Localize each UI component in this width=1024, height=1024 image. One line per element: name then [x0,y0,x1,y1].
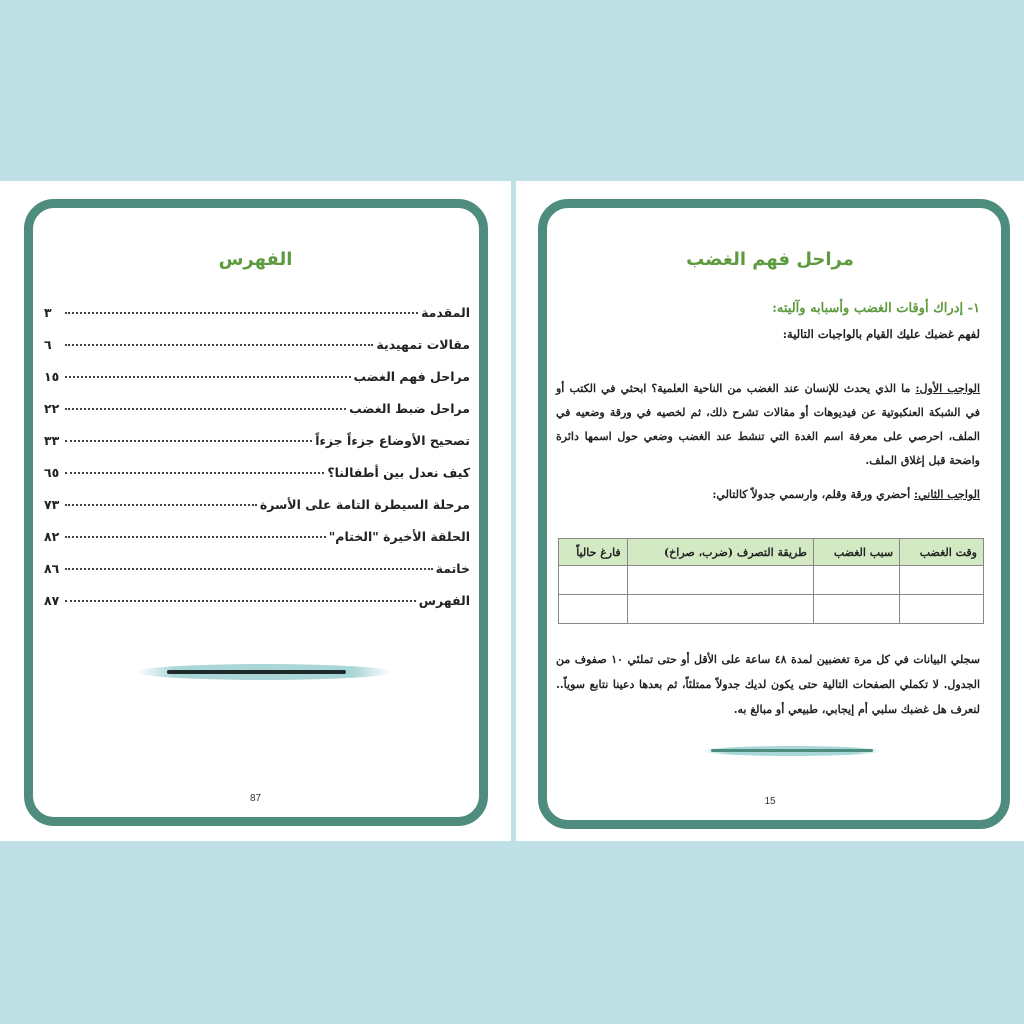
toc-row [44,593,470,625]
left-page [0,181,511,841]
toc-entry-page: ٣ [44,305,52,320]
table-cell [813,595,899,624]
toc-leader [65,408,346,410]
toc-leader [65,568,433,570]
toc-leader [65,536,326,538]
toc-entry-page: ٦ [44,337,52,352]
toc-row [44,305,470,337]
toc-entry-page: ٦٥ [44,465,60,480]
task-one [556,377,980,473]
instructions-note: سجلي البيانات في كل مرة تغضبين لمدة ٤٨ ساعة على الأقل أو حتى تملئي ١٠ صفوف من الجدول. لا تكملي الصفحات التالية حتى يكون لديك جدولاً ممتلئاً، ثم بعدها دعينا نتابع سوياً.. لنعرف هل غضبك سلبي أم إيجابي، طبيعي أو مبالغ به. [556,653,980,716]
task-text: أحضري ورقة وقلم، وارسمي جدولاً كالتالي: [712,488,915,501]
toc-entry-title: تصحيح الأوضاع جزءاً جزءاً [315,433,470,448]
toc-entry-title: كيف نعدل بين أطفالنا؟ [327,465,470,480]
page-title: الفهرس [218,249,293,270]
page-number: 87 [249,793,262,804]
table-cell [627,566,813,595]
toc-row [44,529,470,561]
page-frame [538,199,1010,829]
column-header: فارغ حالياً [559,539,628,566]
toc-entry-page: ٢٢ [44,401,60,416]
toc-entry-title: مراحل فهم الغضب [353,369,470,384]
intro-text: لفهم غضبك عليك القيام بالواجبات التالية: [782,327,980,341]
toc-leader [65,440,312,442]
table-cell [627,595,813,624]
toc-leader [65,504,257,506]
task-two [556,483,980,507]
toc-entry-title: المقدمة [421,305,470,320]
toc-entry-title: مراحل ضبط الغضب [349,401,470,416]
toc-leader [65,472,324,474]
table-cell [559,595,628,624]
toc-row [44,465,470,497]
column-header: وقت الغضب [900,539,984,566]
task-label: الواجب الأول: [915,382,981,395]
section-heading: ١- إدراك أوقات الغضب وأسبابه وآليته: [772,301,980,316]
task-label: الواجب الثاني: [914,488,980,501]
column-header: طريقة التصرف (ضرب، صراخ) [627,539,813,566]
table-cell [813,566,899,595]
toc-entry-title: مرحلة السيطرة التامة على الأسرة [259,497,470,512]
toc-entry-title: مقالات تمهيدية [376,337,470,352]
toc-entry-page: ٨٢ [44,529,60,544]
toc-entry-title: خاتمة [435,561,470,576]
toc-leader [65,600,416,602]
toc-entry-page: ٧٣ [44,497,60,512]
toc-leader [65,344,373,346]
toc-row [44,433,470,465]
page-title: مراحل فهم الغضب [686,249,854,270]
column-header: سبب الغضب [813,539,899,566]
page-number: 15 [764,796,776,807]
toc-row [44,561,470,593]
toc-entry-title: الحلقة الأخيرة "الختام" [328,529,470,544]
toc-row [44,337,470,369]
table-row [559,566,984,595]
right-page [516,181,1024,841]
toc-entry-page: ١٥ [44,369,60,384]
toc-entry-page: ٣٣ [44,433,60,448]
toc-entry-title: الفهرس [418,593,470,608]
toc-row [44,369,470,401]
toc-entry-page: ٨٦ [44,561,60,576]
toc-leader [65,312,418,314]
toc-entry-page: ٨٧ [44,593,60,608]
toc-row [44,497,470,529]
anger-log-table [558,538,984,624]
decorative-brush-stroke [136,664,392,680]
table-row [559,595,984,624]
table-of-contents [44,305,470,625]
toc-leader [65,376,351,378]
decorative-brush-stroke [702,746,882,756]
task-text: ما الذي يحدث للإنسان عند الغضب من الناحية العلمية؟ ابحثي في الكتب أو في الشبكة العنكبوتية عن فيديوهات أو مقالات تشرح ذلك، ثم لخصيه في ورقة وضعيه في الملف، احرصي على معرفة اسم الغدة التي تنشط عند الغضب وضعي حول اسمها دائرة واضحة قبل إغلاق الملف. [556,382,980,467]
toc-row [44,401,470,433]
table-cell [559,566,628,595]
table-header-row [559,539,984,566]
table-cell [900,566,984,595]
table-cell [900,595,984,624]
